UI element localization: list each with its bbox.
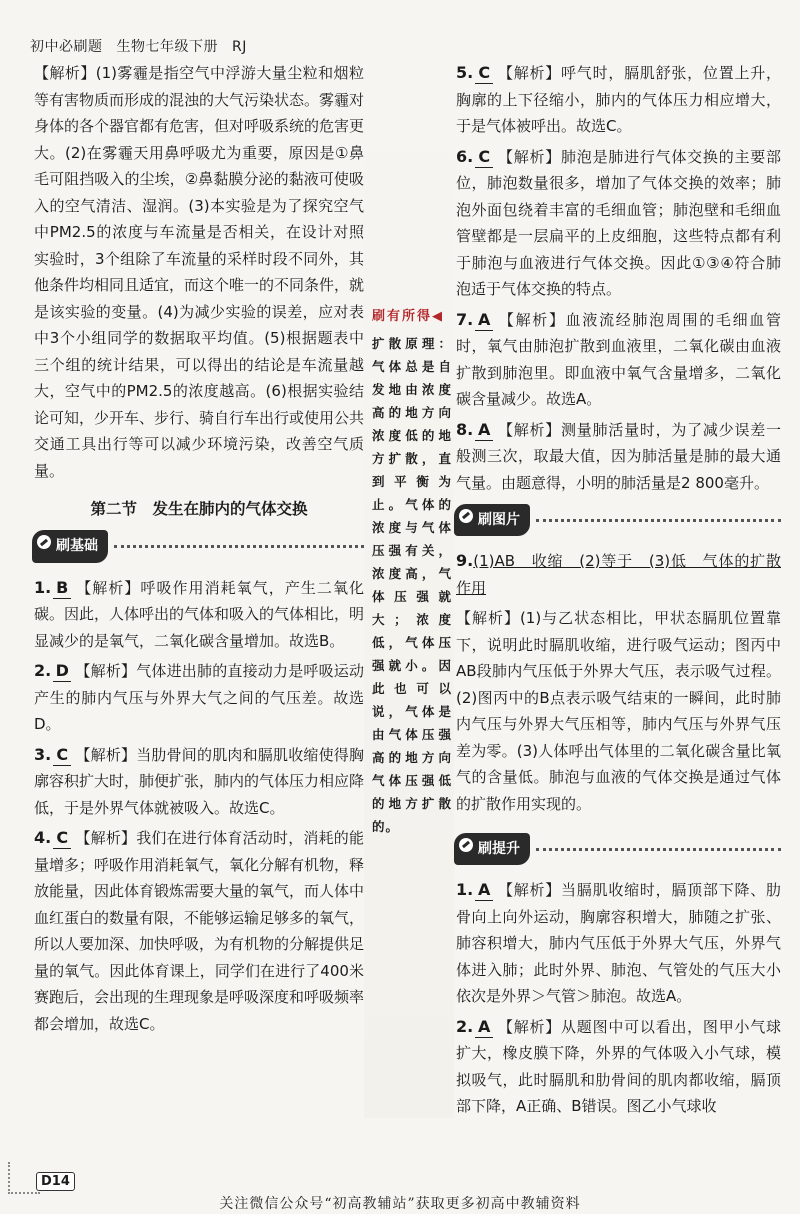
answer-item <box>34 575 364 655</box>
answer-item <box>456 417 781 497</box>
item-number: 6. <box>456 146 474 166</box>
side-note-text: 扩散原理：气体总是自发地由浓度高的地方向浓度低的地方扩散，直到平衡为止。气体的浓度与气体压强有关，浓度高，气体压强就大；浓度低，气体压强就小。因此也可以说，气体是由气体压强高的地方向气体压强低的地方扩散的。 <box>372 336 452 834</box>
item-explanation: 【解析】当肋骨间的肌肉和膈肌收缩使得胸廓容积扩大时，肺便扩张，肺内的气体压力相应降低，于是外界气体就被吸入。故选C。 <box>34 745 365 817</box>
badge-basic-row <box>32 533 364 561</box>
item-9-answer: (1)AB 收缩 (2)等于 (3)低 气体的扩散作用 <box>456 552 781 597</box>
badge-advance-row <box>454 835 781 863</box>
item-9-explanation: 【解析】(1)与乙状态相比，甲状态膈肌位置靠下，说明此时膈肌收缩，进行吸气运动；图丙中AB段肺内气压低于外界大气压，表示吸气过程。(2)图丙中的B点表示吸气结束的一瞬间，此时肺内气压与外界大气压相等，肺内气压与外界气压差为零。(3)人体呼出气体里的二氧化碳含量比氧气的含量低。肺泡与血液的气体交换是通过气体的扩散作用实现的。 <box>456 609 781 813</box>
item-number: 4. <box>34 828 52 847</box>
section-title: 第二节 发生在肺内的气体交换 <box>90 500 308 518</box>
badge-figure-row <box>454 506 781 534</box>
dotted-rule <box>536 848 781 851</box>
badge-figure-label: 刷图片 <box>478 511 520 528</box>
answer-item <box>456 144 781 303</box>
answer-item-9 <box>456 548 781 601</box>
intro-explanation: 【解析】(1)雾霾是指空气中浮游大量尘粒和烟粒等有害物质而形成的混浊的大气污染状态。雾霾对身体的各个器官都有危害，但对呼吸系统的危害更大。(2)在雾霾天用鼻呼吸尤为重要，原因是①鼻毛可阻挡吸入的尘埃，②鼻黏膜分泌的黏液可使吸入的空气清洁、湿润。(3)本实验是为了探究空气中PM2.5的浓度与车流量是否相关，在设计对照实验时，3个组除了车流量的采样时段不同外，其他条件均相同且适宜，而这个唯一的不同条件，就是该实验的变量。(4)为减少实验的误差，应对表中3个小组同学的数据取平均值。(5)根据题表中三个组的统计结果，可以得出的结论是车流量越大，空气中的PM2.5的浓度越高。(6)根据实验结论可知，少开车、步行、骑自行车出行或使用公共交通工具出行等可以减少环境污染，改善空气质量。 <box>34 64 365 480</box>
badge-basic-label: 刷基础 <box>56 538 98 555</box>
item-explanation: 【解析】从题图中可以看出，图甲小气球扩大，橡皮膜下降，外界的气体吸入小气球，模拟吸气，此时膈肌和肋骨间的肌肉都收缩，膈顶部下降，A正确、B错误。图乙小气球收 <box>456 1017 781 1115</box>
dotted-rule <box>114 545 364 548</box>
pen-icon <box>37 535 51 549</box>
item-answer: A <box>475 310 493 331</box>
item-number: 8. <box>456 419 474 439</box>
item-answer: C <box>53 828 71 849</box>
item-number: 2. <box>456 1016 474 1036</box>
item-answer: C <box>475 147 493 168</box>
item-answer: B <box>53 578 71 599</box>
item-explanation: 【解析】血液流经肺泡周围的毛细血管时，氧气由肺泡扩散到血液里，二氧化碳由血液扩散到肺泡里。即血液中氧气含量增多，二氧化碳含量减少。故选A。 <box>456 310 781 408</box>
item-explanation: 【解析】当膈肌收缩时，膈顶部下降、肋骨向上向外运动，胸廓容积增大，肺随之扩张、肺容积增大，肺内气压低于外界大气压，外界气体进入肺；此时外界、肺泡、气管处的气压大小依次是外界＞气管＞肺泡。故选A。 <box>456 881 781 1005</box>
answer-item <box>34 742 364 822</box>
dotted-rule <box>536 519 781 522</box>
item-number: 1. <box>34 577 52 597</box>
pen-icon <box>459 838 473 852</box>
item-explanation: 【解析】肺泡是肺进行气体交换的主要部位，肺泡数量很多，增加了气体交换的效率；肺泡外面包绕着丰富的毛细血管；肺泡壁和毛细血管壁都是一层扁平的上皮细胞，这些特点都有利于肺泡与血液进行气体交换。因此①③④符合肺泡适于气体交换的特点。 <box>456 147 781 298</box>
right-column <box>456 60 781 1124</box>
badge-figure <box>454 504 530 537</box>
item-explanation: 【解析】我们在进行体育活动时，消耗的能量增多；呼吸作用消耗氧气，氧化分解有机物，释放能量，因此体育锻炼需要大量的氧气，而人体中血红蛋白的数量有限，不能够运输足够多的氧气，所以人要加深、加快呼吸，为有机物的分解提供足量的氧气。因此体育课上，同学们在进行了400米赛跑后，会出现的生理现象是呼吸深度和呼吸频率都会增加，故选C。 <box>34 829 365 1033</box>
footer-note: 关注微信公众号“初高教辅站”获取更多初高中教辅资料 <box>219 1196 581 1212</box>
item-explanation: 【解析】气体进出肺的直接动力是呼吸运动产生的肺内气压与外界大气之间的气压差。故选D。 <box>34 662 364 733</box>
item-number: 7. <box>456 309 474 329</box>
page-number-tab: D14 <box>36 1172 75 1191</box>
answer-item <box>456 877 781 1010</box>
badge-advance-label: 刷提升 <box>478 840 520 857</box>
item-number: 9. <box>456 551 474 570</box>
header-subject: 生物七年级下册 <box>116 39 218 55</box>
header-book: 初中必刷题 <box>30 39 103 55</box>
item-number: 3. <box>34 744 52 764</box>
item-explanation: 【解析】测量肺活量时，为了减少误差一般测三次，取最大值，因为肺活量是肺的最大通气量。由题意得，小明的肺活量是2 800毫升。 <box>456 420 781 492</box>
answer-item <box>456 1014 781 1120</box>
item-explanation: 【解析】呼气时，膈肌舒张，位置上升，胸廓的上下径缩小，肺内的气体压力相应增大，于是气体被呼出。故选C。 <box>456 64 781 135</box>
answer-item <box>34 658 364 738</box>
answer-item <box>456 60 781 140</box>
item-explanation: 【解析】呼吸作用消耗氧气，产生二氧化碳。因此，人体呼出的气体和吸入的气体相比，明显减少的是氧气，二氧化碳含量增加。故选B。 <box>34 578 365 650</box>
item-number: 2. <box>34 661 52 680</box>
side-note <box>372 305 452 838</box>
item-answer: D <box>53 661 71 682</box>
side-note-title: 刷有所得◀ <box>372 309 444 324</box>
left-column <box>34 60 364 1041</box>
header-edition: RJ <box>232 39 247 55</box>
pen-icon <box>459 509 473 523</box>
item-answer: C <box>475 63 493 84</box>
answer-item <box>456 307 781 413</box>
running-header <box>30 36 247 56</box>
item-answer: A <box>475 1017 493 1038</box>
item-answer: A <box>475 420 493 441</box>
item-number: 5. <box>456 63 474 82</box>
item-answer: C <box>53 745 71 766</box>
badge-advance <box>454 833 530 866</box>
item-number: 1. <box>456 880 474 899</box>
answer-item <box>34 825 364 1037</box>
badge-basic <box>32 530 108 563</box>
item-answer: A <box>475 880 493 901</box>
